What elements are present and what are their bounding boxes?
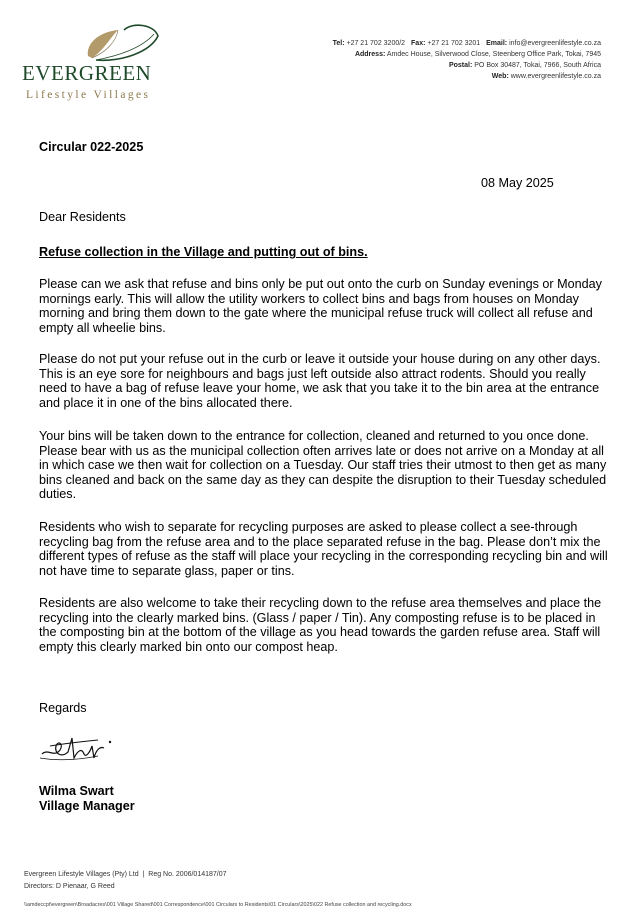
footer-reg-value: 2006/014187/07 bbox=[175, 871, 227, 878]
contact-postal-row bbox=[271, 60, 601, 71]
closing: Regards bbox=[39, 701, 87, 715]
address-value: Amdec House, Silverwood Close, Steenberg Office Park, Tokai, 7945 bbox=[386, 51, 601, 58]
paragraph: Please do not put your refuse out in the curb or leave it outside your house during on any other days. This is an eye sore for neighbours and bags just left outside also attract rodents. Should you really need to have a bag of refuse leave your home, we ask that you take it to the bin area at the entrance and place it in one of the bins allocated there. bbox=[39, 352, 601, 410]
signer-title: Village Manager bbox=[39, 799, 135, 813]
paragraph: Residents who wish to separate for recycling purposes are asked to please collect a see-through recycling bag from the refuse area and to the place separated refuse in the bag. Please don’t mix the different types of refuse as the staff will place your recycling in the corresponding recycling bin and will not have time to separate glass, paper or tins. bbox=[39, 520, 608, 578]
signer-name: Wilma Swart bbox=[39, 784, 114, 798]
address-label: Address: bbox=[354, 51, 386, 58]
fax-label: Fax: bbox=[411, 40, 426, 47]
footer-reg-label: Reg No. bbox=[148, 871, 174, 878]
brand-tagline: Lifestyle Villages bbox=[26, 89, 151, 101]
contact-address-row bbox=[271, 49, 601, 60]
tel-label: Tel: bbox=[332, 40, 345, 47]
letter-date: 08 May 2025 bbox=[481, 176, 554, 190]
leaf-logo-icon bbox=[82, 22, 162, 64]
footer-directors: Directors: D Pienaar, G Reed bbox=[24, 883, 115, 890]
footer-company-name: Evergreen Lifestyle Villages (Pty) Ltd bbox=[24, 871, 139, 878]
paragraph: Residents are also welcome to take their recycling down to the refuse area themselves and place the recycling into the clearly marked bins. (Glass / paper / Tin). Any composting refuse is to be placed in the composting bin at the bottom of the village as you head towards the garden refuse area. Staff will empty this clearly marked bin onto our compost heap. bbox=[39, 596, 602, 654]
email-label: Email: bbox=[486, 40, 508, 47]
company-logo bbox=[22, 20, 172, 105]
postal-value: PO Box 30487, Tokai, 7966, South Africa bbox=[474, 62, 601, 69]
email-value[interactable]: info@evergreenlifestyle.co.za bbox=[509, 40, 601, 47]
web-value[interactable]: www.evergreenlifestyle.co.za bbox=[510, 73, 601, 80]
tel-value: +27 21 702 3200/2 bbox=[346, 40, 406, 47]
paragraph: Please can we ask that refuse and bins only be put out onto the curb on Sunday evenings or Monday mornings early. This will allow the utility workers to collect bins and bags from houses on Monday morning and bring them down to the gate where the municipal refuse truck will collect all refuse and empty all wheelie bins. bbox=[39, 277, 602, 335]
contact-phone-row bbox=[271, 38, 601, 49]
subject-heading: Refuse collection in the Village and putting out of bins. bbox=[39, 245, 368, 259]
handwritten-signature bbox=[38, 728, 118, 773]
circular-number: Circular 022-2025 bbox=[39, 140, 144, 154]
footer-company-line: Evergreen Lifestyle Villages (Pty) Ltd | Reg No. 2006/014187/07 bbox=[24, 871, 227, 878]
postal-label: Postal: bbox=[448, 62, 473, 69]
fax-value: +27 21 702 3201 bbox=[427, 40, 481, 47]
contact-block bbox=[271, 38, 601, 82]
greeting: Dear Residents bbox=[39, 210, 126, 224]
footer-file-path: \\amdeccpt\evergreen\Broadacres\001 Village Shared\001 Correspondence\001 Circulars to Residents\01 Circulars\2025\022 Refuse collection and recycling.docx bbox=[24, 902, 412, 908]
signer-block bbox=[39, 784, 135, 814]
web-label: Web: bbox=[491, 73, 509, 80]
paragraph: Your bins will be taken down to the entrance for collection, cleaned and returned to you once done. Please bear with us as the municipal collection often arrives late or does not arrive on a Monday at all in which case we then wait for collection on a Tuesday. Our staff tries their utmost to then get as many bins cleaned and back on the same day as they can despite the disruption to their Tuesday scheduled duties. bbox=[39, 429, 607, 501]
brand-name: EVERGREEN bbox=[22, 61, 152, 85]
contact-web-row bbox=[271, 71, 601, 82]
